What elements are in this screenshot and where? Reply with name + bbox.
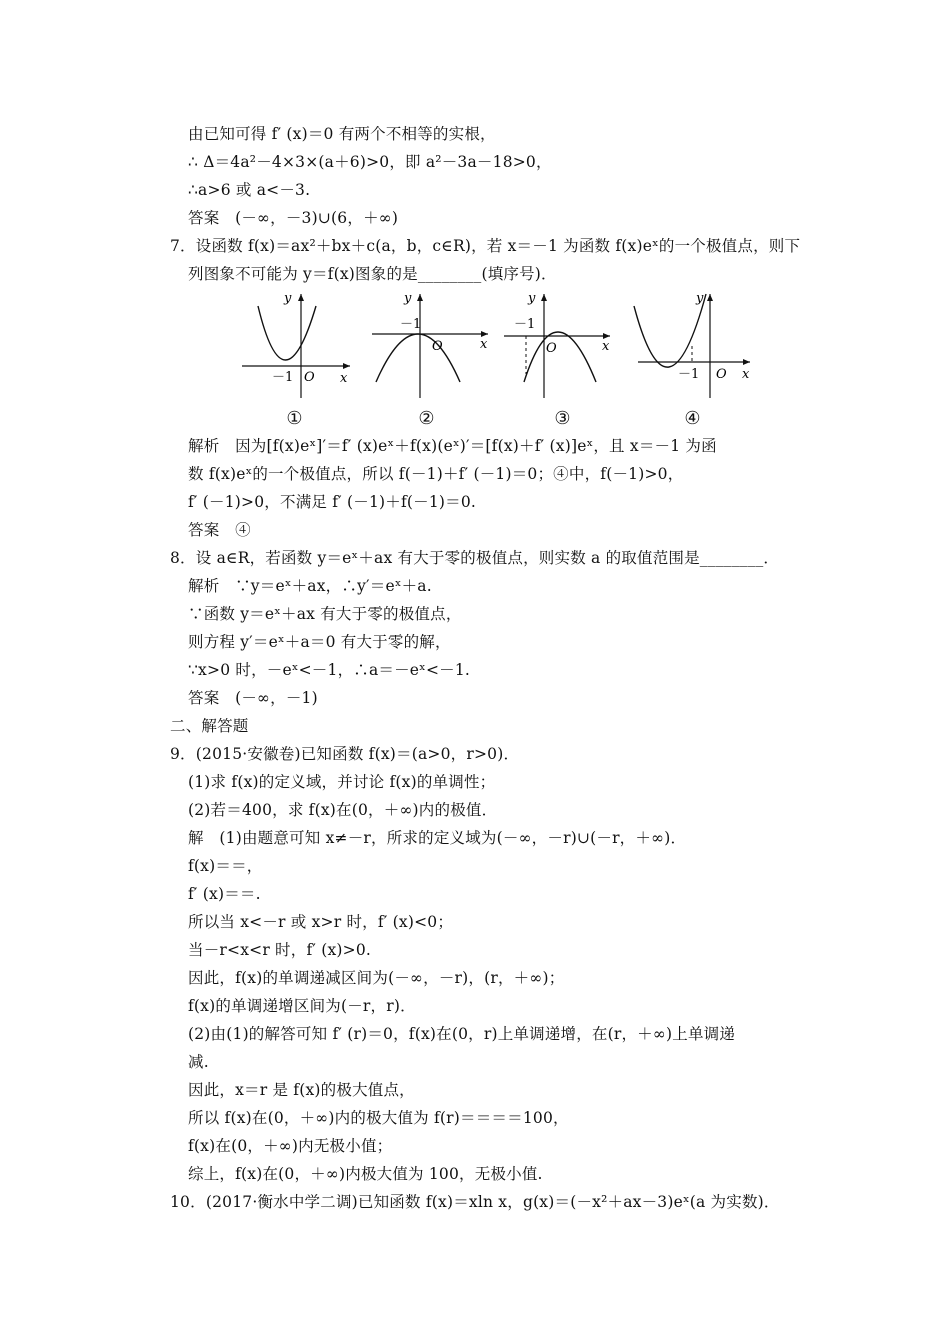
- question-9: 9．(2015·安徽卷)已知函数 f(x)＝(a>0，r>0)．: [170, 745, 520, 763]
- question-8: 8．设 a∈R，若函数 y＝eˣ＋ax 有大于零的极值点，则实数 a 的取值范围是________．: [170, 549, 780, 567]
- question-7-cont: 列图象不可能为 y＝f(x)图象的是________(填序号)．: [188, 265, 557, 283]
- text-line: 减.: [188, 1053, 209, 1071]
- text-line: f′ (x)＝＝.: [188, 885, 261, 903]
- answer-line: 答案 (－∞，－3)∪(6，＋∞): [188, 209, 399, 227]
- text-line: 因此，f(x)的单调递减区间为(－∞，－r)，(r，＋∞)；: [188, 969, 565, 987]
- graph-2: [364, 286, 489, 436]
- graph-4-x-label: x: [742, 367, 750, 382]
- question-10: 10．(2017·衡水中学二调)已知函数 f(x)＝xln x，g(x)＝(－x²＋ax－3)eˣ(a 为实数)．: [170, 1193, 780, 1211]
- text-line: f(x)＝＝，: [188, 857, 263, 875]
- text-line: 解 (1)由题意可知 x≠－r，所求的定义域为(－∞，－r)∪(－r，＋∞)．: [188, 829, 687, 847]
- graph-4-origin: O: [716, 367, 727, 382]
- text-line: f′ (－1)>0，不满足 f′ (－1)＋f(－1)＝0.: [188, 493, 477, 511]
- text-line: (2)若＝400，求 f(x)在(0，＋∞)内的极值．: [188, 801, 498, 819]
- graph-4-plot: [630, 286, 755, 406]
- text-line: 当－r<x<r 时，f′ (x)>0.: [188, 941, 372, 959]
- text-line: ∵函数 y＝eˣ＋ax 有大于零的极值点，: [188, 605, 462, 623]
- graph-4-y-label: y: [696, 291, 704, 306]
- graph-3-mark: －1: [514, 317, 536, 332]
- text-line: f(x)在(0，＋∞)内无极小值；: [188, 1137, 393, 1155]
- graph-2-mark: －1: [400, 317, 422, 332]
- text-line: f(x)的单调递增区间为(－r，r)．: [188, 997, 416, 1015]
- graph-2-y-label: y: [404, 291, 412, 306]
- graph-2-x-label: x: [480, 337, 488, 352]
- text-line: ∴ Δ＝4a²－4×3×(a＋6)>0，即 a²－3a－18>0，: [188, 153, 552, 171]
- graph-1-y-label: y: [284, 291, 292, 306]
- graph-2-caption: ②: [418, 408, 435, 429]
- graph-1-caption: ①: [286, 408, 303, 429]
- graph-3-plot: [500, 286, 625, 406]
- graph-1-origin: O: [304, 370, 315, 385]
- graph-1-mark: －1: [272, 370, 294, 385]
- graph-3-y-label: y: [528, 291, 536, 306]
- graph-options: [232, 286, 752, 436]
- text-line: 解析 因为[f(x)eˣ]′＝f′ (x)eˣ＋f(x)(eˣ)′＝[f(x)＋f′ (x)]eˣ，且 x＝－1 为函: [188, 437, 717, 455]
- question-7: 7．设函数 f(x)＝ax²＋bx＋c(a，b，c∈R)，若 x＝－1 为函数 f(x)eˣ的一个极值点，则下: [170, 237, 801, 255]
- text-line: 所以 f(x)在(0，＋∞)内的极大值为 f(r)＝＝＝＝100，: [188, 1109, 569, 1127]
- text-line: (1)求 f(x)的定义域，并讨论 f(x)的单调性；: [188, 773, 496, 791]
- answer-line: 答案 ④: [188, 521, 251, 539]
- graph-3-origin: O: [546, 341, 557, 356]
- graph-3: [500, 286, 625, 436]
- graph-1-x-label: x: [340, 371, 348, 386]
- text-line: (2)由(1)的解答可知 f′ (r)＝0，f(x)在(0，r)上单调递增，在(r，＋∞)上单调递: [188, 1025, 736, 1043]
- graph-3-caption: ③: [554, 408, 571, 429]
- graph-2-origin: O: [432, 339, 443, 354]
- text-line: 由已知可得 f′ (x)＝0 有两个不相等的实根，: [188, 125, 496, 143]
- graph-2-plot: [364, 286, 489, 406]
- text-line: ∵x>0 时，－eˣ<－1，∴a＝－eˣ<－1.: [188, 661, 471, 679]
- section-heading: 二、解答题: [170, 717, 249, 735]
- text-line: ∴a>6 或 a<－3.: [188, 181, 311, 199]
- graph-1: [232, 286, 357, 436]
- graph-4-caption: ④: [684, 408, 701, 429]
- text-line: 综上，f(x)在(0，＋∞)内极大值为 100，无极小值.: [188, 1165, 543, 1183]
- graph-4: [630, 286, 755, 436]
- answer-line: 答案 (－∞，－1): [188, 689, 318, 707]
- graph-1-plot: [232, 286, 357, 406]
- text-line: 则方程 y′＝eˣ＋a＝0 有大于零的解，: [188, 633, 451, 651]
- text-line: 因此，x＝r 是 f(x)的极大值点，: [188, 1081, 415, 1099]
- graph-4-mark: －1: [678, 367, 700, 382]
- text-line: 数 f(x)eˣ的一个极值点，所以 f(－1)＋f′ (－1)＝0；④中，f(－1)>0，: [188, 465, 684, 483]
- graph-3-x-label: x: [602, 339, 610, 354]
- text-line: 所以当 x<－r 或 x>r 时，f′ (x)<0；: [188, 913, 454, 931]
- text-line: 解析 ∵y＝eˣ＋ax，∴y′＝eˣ＋a.: [188, 577, 432, 595]
